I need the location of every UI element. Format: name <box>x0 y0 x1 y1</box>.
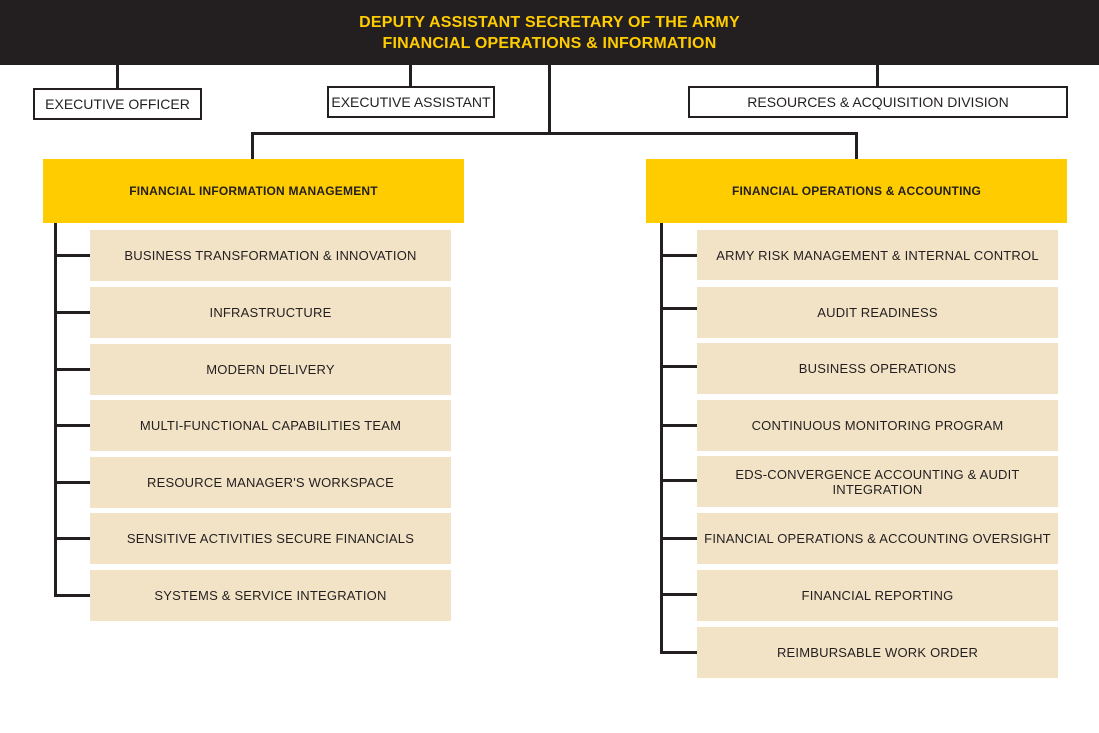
connector-exec-assistant <box>409 65 412 87</box>
left-item-multi-functional <box>90 400 451 451</box>
item-label: FINANCIAL OPERATIONS & ACCOUNTING OVERSIGHT <box>704 531 1051 546</box>
left-tick <box>54 368 90 371</box>
right-tick <box>660 593 697 596</box>
left-branch-title: FINANCIAL INFORMATION MANAGEMENT <box>129 184 378 198</box>
right-item-reimbursable-work-order <box>697 627 1058 678</box>
right-tick <box>660 537 697 540</box>
right-item-continuous-monitoring <box>697 400 1058 451</box>
executive-officer-box <box>33 88 202 120</box>
resources-acquisition-label: RESOURCES & ACQUISITION DIVISION <box>747 94 1009 110</box>
right-item-fo-accounting-oversight <box>697 513 1058 564</box>
left-rail <box>54 223 57 597</box>
connector-trunk <box>548 65 551 135</box>
left-tick <box>54 424 90 427</box>
left-item-business-transformation <box>90 230 451 281</box>
left-item-modern-delivery <box>90 344 451 395</box>
item-label: CONTINUOUS MONITORING PROGRAM <box>751 418 1004 433</box>
item-label: BUSINESS TRANSFORMATION & INNOVATION <box>124 248 417 263</box>
right-item-army-risk <box>697 230 1058 280</box>
connector-left-drop <box>251 132 254 160</box>
item-label: ARMY RISK MANAGEMENT & INTERNAL CONTROL <box>716 247 1039 263</box>
executive-officer-label: EXECUTIVE OFFICER <box>45 96 190 112</box>
left-tick <box>54 311 90 314</box>
item-label: MODERN DELIVERY <box>206 362 335 377</box>
right-item-eds-convergence <box>697 456 1058 507</box>
right-item-business-operations <box>697 343 1058 394</box>
right-rail <box>660 223 663 654</box>
right-branch-header <box>646 159 1067 223</box>
item-label: MULTI-FUNCTIONAL CAPABILITIES TEAM <box>139 418 402 433</box>
right-item-financial-reporting <box>697 570 1058 621</box>
left-tick <box>54 254 90 257</box>
connector-split <box>251 132 858 135</box>
right-tick <box>660 424 697 427</box>
right-item-audit-readiness <box>697 287 1058 338</box>
item-label: BUSINESS OPERATIONS <box>798 361 957 376</box>
header-title-line2: FINANCIAL OPERATIONS & INFORMATION <box>382 34 717 52</box>
left-branch-header <box>43 159 464 223</box>
right-tick <box>660 651 697 654</box>
right-tick <box>660 479 697 482</box>
right-branch-title: FINANCIAL OPERATIONS & ACCOUNTING <box>731 184 982 198</box>
item-label: FINANCIAL REPORTING <box>801 588 954 603</box>
item-label: RESOURCE MANAGER'S WORKSPACE <box>147 475 394 490</box>
left-tick <box>54 594 90 597</box>
right-tick <box>660 307 697 310</box>
left-tick <box>54 537 90 540</box>
item-label: AUDIT READINESS <box>817 305 938 320</box>
connector-resources <box>876 65 879 87</box>
right-tick <box>660 365 697 368</box>
left-item-resource-manager <box>90 457 451 508</box>
connector-exec-officer <box>116 65 119 89</box>
left-tick <box>54 481 90 484</box>
left-item-systems-service <box>90 570 451 621</box>
left-item-sensitive-activities <box>90 513 451 564</box>
item-label: EDS-CONVERGENCE ACCOUNTING & AUDIT INTEGRATION <box>735 466 1020 497</box>
left-item-infrastructure <box>90 287 451 338</box>
org-header <box>0 0 1099 65</box>
executive-assistant-label: EXECUTIVE ASSISTANT <box>331 94 491 110</box>
resources-acquisition-box <box>688 86 1068 118</box>
right-tick <box>660 254 697 257</box>
connector-right-drop <box>855 132 858 160</box>
item-label: REIMBURSABLE WORK ORDER <box>776 645 979 660</box>
executive-assistant-box <box>327 86 495 118</box>
item-label: INFRASTRUCTURE <box>209 305 332 320</box>
item-label: SENSITIVE ACTIVITIES SECURE FINANCIALS <box>126 531 415 546</box>
header-title-line1: DEPUTY ASSISTANT SECRETARY OF THE ARMY <box>359 13 740 31</box>
item-label: SYSTEMS & SERVICE INTEGRATION <box>154 588 387 603</box>
